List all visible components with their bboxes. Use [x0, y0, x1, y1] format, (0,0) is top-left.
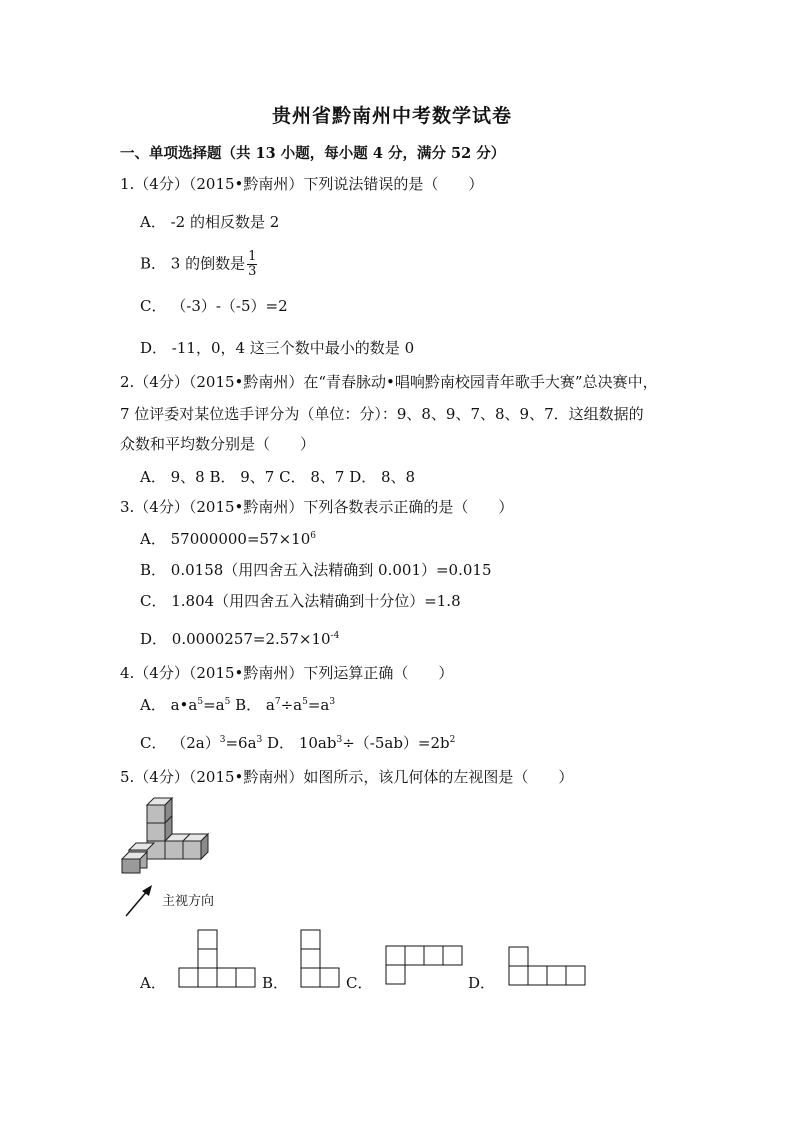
exponent: 3 [329, 697, 336, 707]
square [301, 930, 320, 949]
square [198, 968, 217, 987]
q5-option-d-label: D． [468, 974, 496, 992]
q4-option-c: C． （2a） [140, 734, 220, 752]
cube-front [165, 841, 183, 859]
q1-option-c: C． （-3）-（-5）=2 [140, 297, 288, 315]
text: =a [203, 696, 225, 714]
q3-option-c: C． 1.804（用四舍五入法精确到十分位）=1.8 [140, 592, 461, 610]
square [179, 968, 198, 987]
square [509, 966, 528, 985]
cube-front [147, 805, 165, 823]
q5-option-a-label: A． [140, 974, 166, 992]
question-2-line-1: 2.（4分）（2015•黔南州）在“青春脉动•唱响黔南校园青年歌手大赛”总决赛中， [120, 373, 658, 391]
q4-option-b: B． a [230, 696, 275, 714]
q2-options: A． 9、8 B． 9、7 C． 8、7 D． 8、8 [140, 468, 416, 486]
square [443, 946, 462, 965]
square [547, 966, 566, 985]
option-d-figure [506, 945, 588, 989]
square [301, 968, 320, 987]
q5-option-b-label: B． [262, 974, 289, 992]
exponent: -4 [330, 631, 340, 641]
square [386, 946, 405, 965]
q3-option-d [140, 629, 339, 649]
q1-option-b-text: B． 3 的倒数是 [140, 254, 246, 273]
q3-option-a-text: A． 57000000=57×10 [140, 530, 311, 548]
exponent: 2 [449, 735, 456, 745]
exponent: 7 [274, 697, 281, 707]
square [198, 930, 217, 949]
square [386, 965, 405, 984]
q5-option-c-label: C． [346, 974, 373, 992]
question-5-stem: 5.（4分）（2015•黔南州）如图所示，该几何体的左视图是（ ） [120, 768, 574, 786]
section-heading: 一、单项选择题（共 13 小题，每小题 4 分，满分 52 分） [120, 145, 506, 162]
question-3-stem: 3.（4分）（2015•黔南州）下列各数表示正确的是（ ） [120, 498, 514, 516]
question-1-stem: 1.（4分）（2015•黔南州）下列说法错误的是（ ） [120, 175, 484, 193]
q3-option-b: B． 0.0158（用四舍五入法精确到 0.001）=0.015 [140, 561, 492, 579]
text: ÷（-5ab）=2b [342, 734, 450, 752]
grid-squares [301, 930, 339, 987]
q1-option-b [140, 250, 257, 279]
q3-option-d-text: D． 0.0000257=2.57×10 [140, 630, 331, 648]
exponent: 5 [197, 697, 204, 707]
text: ÷a [280, 696, 303, 714]
direction-arrow-icon [122, 882, 162, 922]
text: =a [307, 696, 330, 714]
cube-front [122, 859, 140, 873]
fraction-denominator: 3 [248, 264, 257, 279]
question-4-stem: 4.（4分）（2015•黔南州）下列运算正确（ ） [120, 664, 454, 682]
cube-group [122, 798, 208, 873]
exponent: 3 [256, 735, 263, 745]
square [236, 968, 255, 987]
square [509, 947, 528, 966]
q1-option-a: A． -2 的相反数是 2 [140, 213, 280, 231]
option-c-figure [383, 944, 465, 988]
square [424, 946, 443, 965]
grid-squares [386, 946, 462, 984]
text: =6a [225, 734, 257, 752]
solid-figure [118, 795, 218, 875]
square [301, 949, 320, 968]
square [198, 949, 217, 968]
exponent: 5 [224, 697, 231, 707]
option-b-figure [298, 928, 342, 990]
q1-option-d: D． -11，0，4 这三个数中最小的数是 0 [140, 339, 415, 357]
square [566, 966, 585, 985]
grid-squares [509, 947, 585, 985]
exponent: 5 [302, 697, 308, 707]
fraction-numerator: 1 [248, 249, 257, 264]
exponent: 6 [310, 531, 316, 541]
q4-options-cd [140, 733, 455, 753]
option-a-figure [176, 928, 258, 990]
page-title: 贵州省黔南州中考数学试卷 [272, 105, 513, 127]
exponent: 3 [219, 735, 226, 745]
question-2-line-3: 众数和平均数分别是（ ） [120, 435, 316, 453]
square [528, 966, 547, 985]
exponent: 3 [336, 735, 343, 745]
question-2-line-2: 7 位评委对某位选手评分为（单位：分）：9、8、9、7、8、9、7．这组数据的 [120, 405, 644, 423]
direction-label: 主视方向 [162, 894, 215, 909]
q3-option-a [140, 529, 316, 549]
square [217, 968, 236, 987]
square [320, 968, 339, 987]
grid-squares [179, 930, 255, 987]
square [405, 946, 424, 965]
fraction [247, 250, 257, 279]
cube-front [147, 823, 165, 841]
q4-option-d: D． 10ab [262, 734, 337, 752]
q4-option-a: A． a•a [140, 696, 198, 714]
q4-options-ab [140, 695, 335, 715]
cube-front [183, 841, 201, 859]
